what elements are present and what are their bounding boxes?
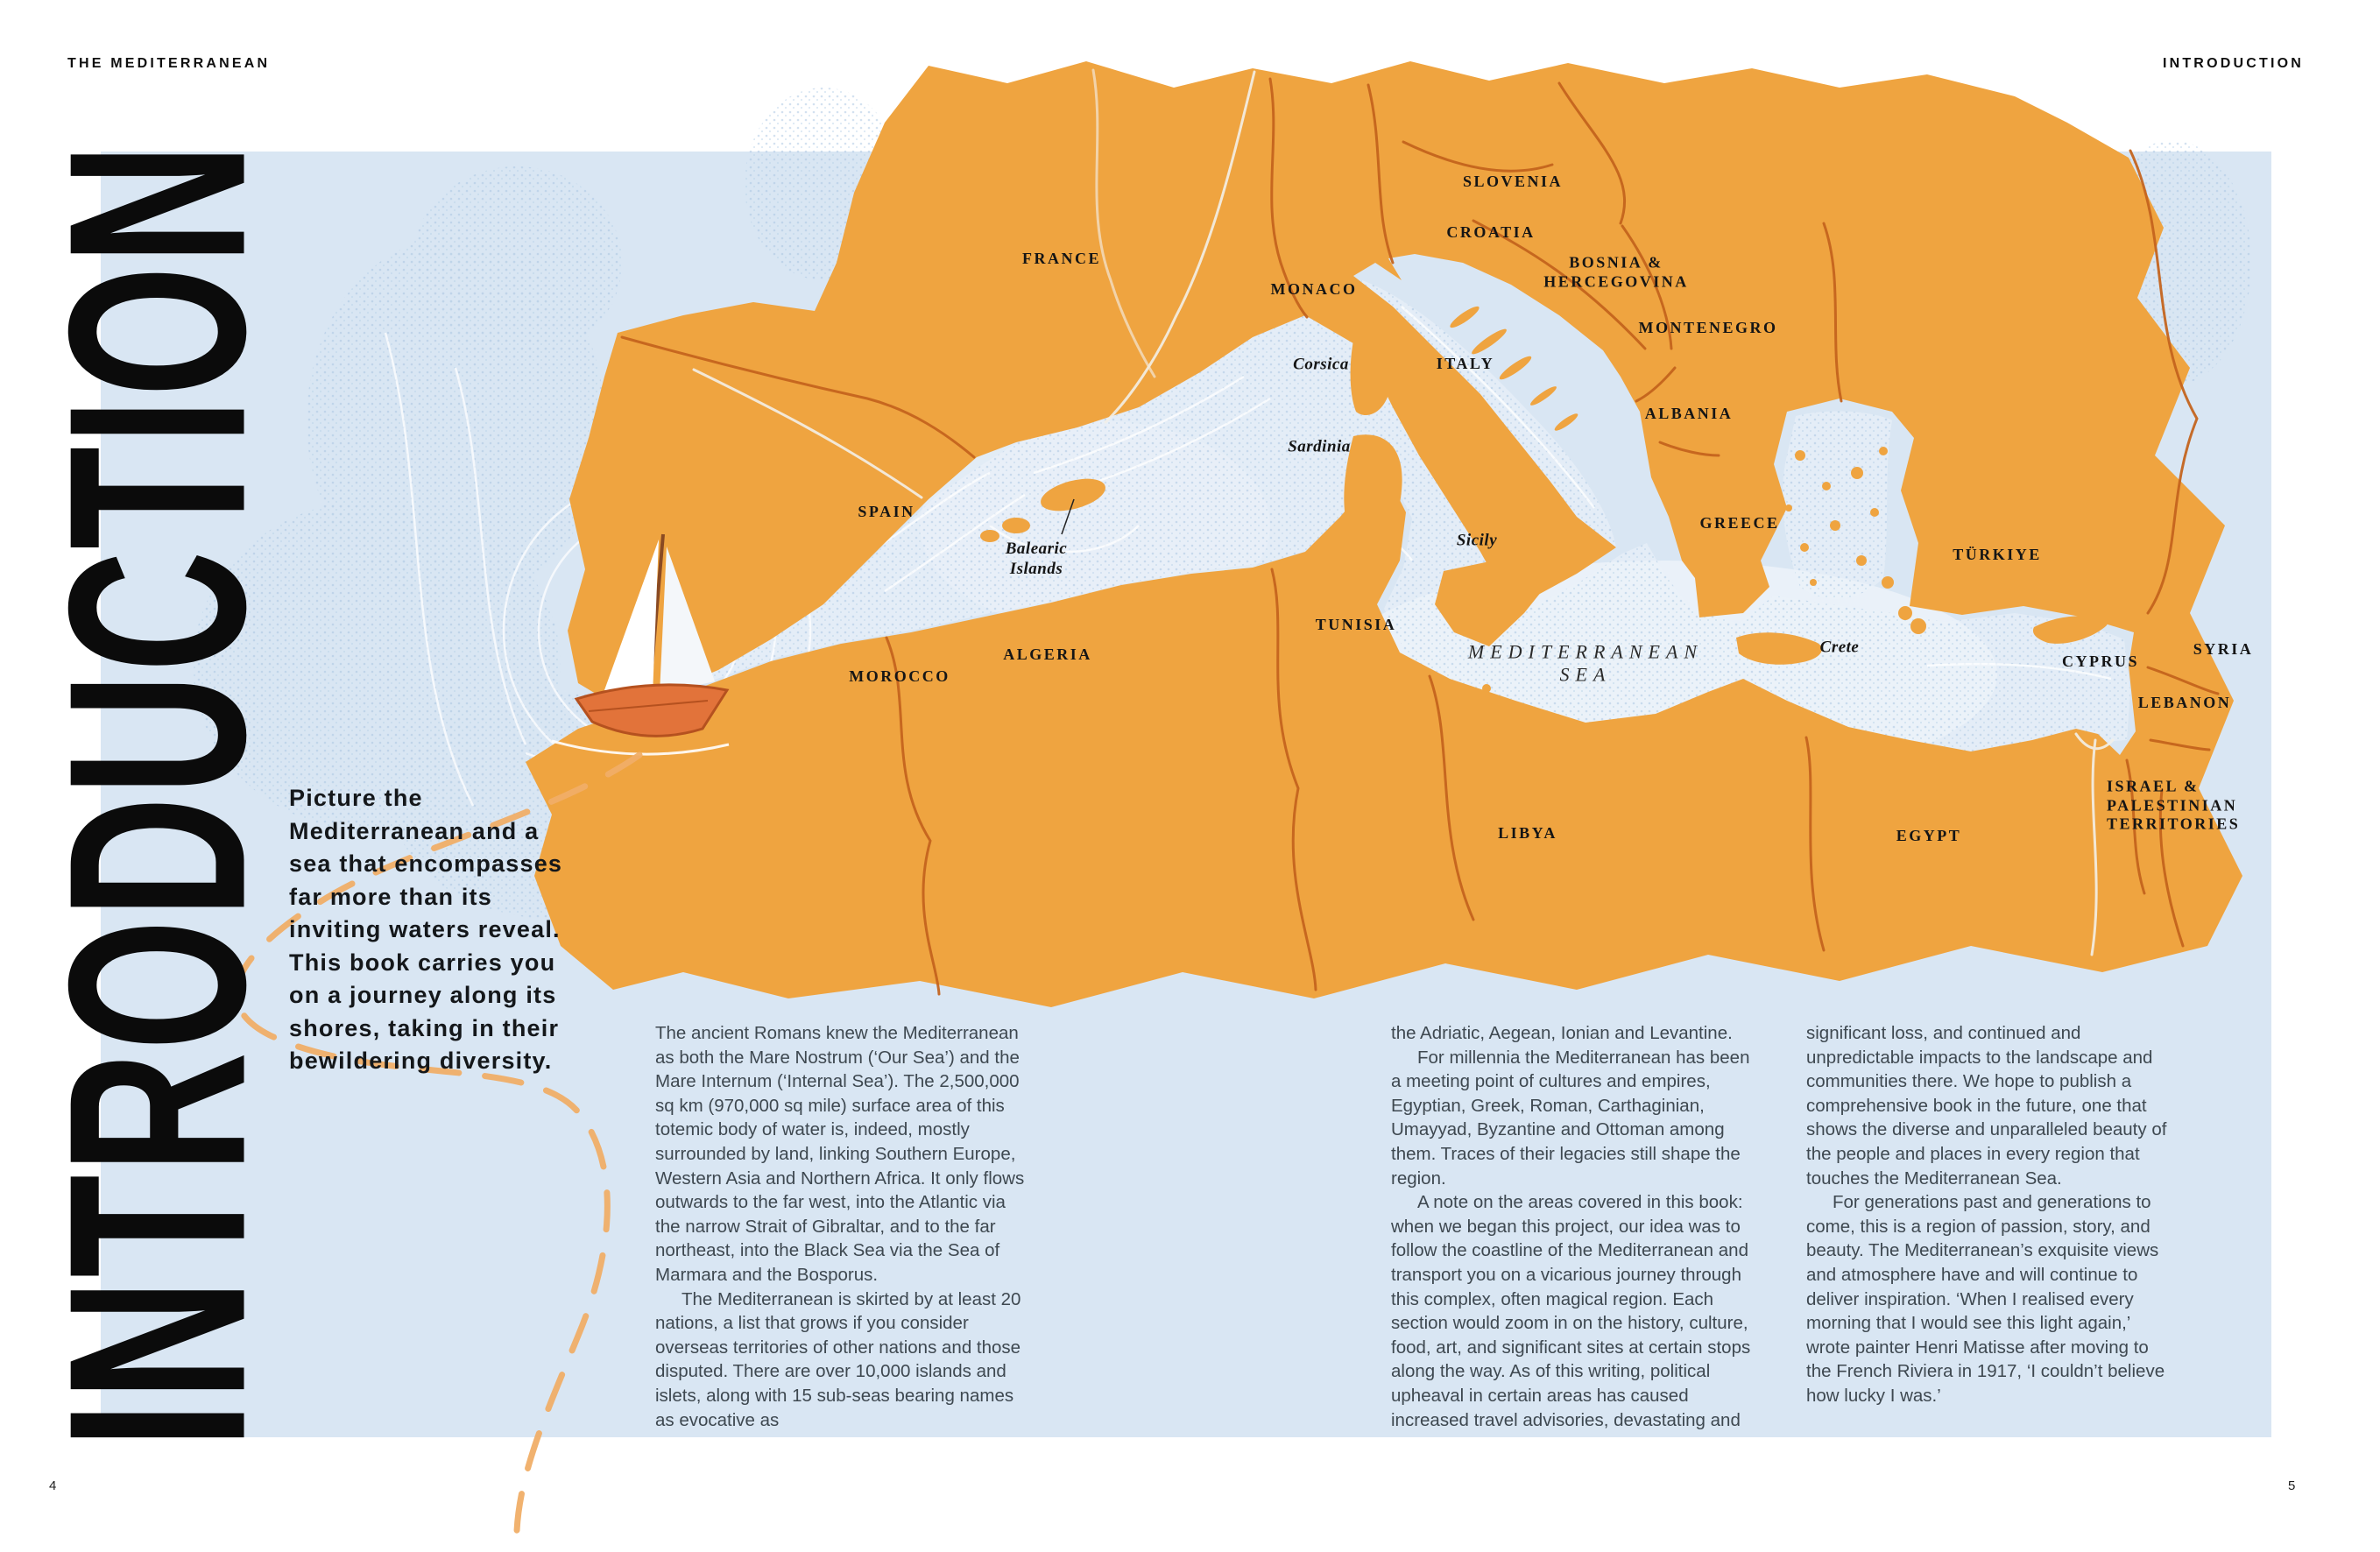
- body-paragraph: For generations past and generations to come, this is a region of passion, story, and beauty. The Mediterranean’s exquisite views and atmosphere have and will continue to deliver inspiration. ‘When I realised every morning that I would see this light again,’ wrote painter Henri Matisse after moving to the French Riviera in 1917, ‘I couldn’t believe how lucky I was.’: [1806, 1192, 2165, 1406]
- body-paragraph: For millennia the Mediterranean has been a meeting point of cultures and empires, Egyptian, Greek, Roman, Carthaginian, Umayyad, Byzantine and Ottoman among them. Traces of their legacies still shape the region.: [1391, 1047, 1750, 1189]
- right-page-number: 5: [2288, 1478, 2296, 1493]
- body-paragraph: The Mediterranean is skirted by at least 20 nations, a list that grows if you consider overseas territories of other nations and those disputed. There are over 10,000 islands and islets, along with 15 sub-seas bearing names as evocative as: [655, 1288, 1021, 1430]
- body-column-3: [1806, 1021, 2178, 1408]
- map-label-sardinia: Sardinia: [1288, 437, 1351, 456]
- map-label-israel: ISRAEL & PALESTINIAN TERRITORIES: [2107, 777, 2241, 833]
- lead-paragraph: Picture the Mediterranean and a sea that encompasses far more than its inviting waters reveal. This book carries you on a journey along its shores, taking in their bewildering diversity.: [289, 785, 563, 1074]
- map-label-montenegro: MONTENEGRO: [1638, 319, 1778, 337]
- map-label-spain: SPAIN: [858, 503, 915, 521]
- map-label-bosnia: BOSNIA & HERCEGOVINA: [1543, 253, 1689, 290]
- map-label-croatia: CROATIA: [1446, 223, 1536, 242]
- body-paragraph: The ancient Romans knew the Mediterranean as both the Mare Nostrum (‘Our Sea’) and the Mare Internum (‘Internal Sea’). The 2,500,000 sq km (970,000 sq mile) surface area of this totemic body of water is, indeed, mostly surrounded by land, linking Southern Europe, Western Asia and Northern Africa. It only flows outwards to the far west, into the Atlantic via the narrow Strait of Gibraltar, and to the far northeast, into the Black Sea via the Sea of Marmara and the Bosporus.: [655, 1023, 1025, 1285]
- body-paragraph: the Adriatic, Aegean, Ionian and Levantine.: [1391, 1023, 1733, 1043]
- map-label-corsica: Corsica: [1293, 355, 1349, 374]
- body-column-1: [655, 1021, 1027, 1432]
- body-paragraph: significant loss, and continued and unpredictable impacts to the landscape and communities there. We hope to publish a comprehensive book in the future, one that shows the diverse and unparalleled beauty of the people and places in every region that touches the Mediterranean Sea.: [1806, 1023, 2167, 1189]
- map-label-libya: LIBYA: [1498, 824, 1557, 843]
- map-label-egypt: EGYPT: [1896, 827, 1962, 845]
- map-label-tunisia: TUNISIA: [1315, 616, 1397, 634]
- body-column-2: [1391, 1021, 1762, 1432]
- map-label-slovenia: SLOVENIA: [1462, 173, 1564, 191]
- map-label-sicily: Sicily: [1456, 531, 1498, 550]
- map-label-monaco: MONACO: [1270, 280, 1358, 299]
- map-label-lebanon: LEBANON: [2137, 694, 2232, 712]
- map-label-france: FRANCE: [1022, 250, 1101, 268]
- map-label-balearic: Balearic Islands: [1005, 540, 1068, 578]
- map-label-greece: GREECE: [1699, 514, 1780, 533]
- map-label-italy: ITALY: [1436, 355, 1495, 373]
- map-label-albania: ALBANIA: [1644, 405, 1734, 423]
- map-label-cyprus: CYPRUS: [2061, 653, 2140, 671]
- map-label-algeria: ALGERIA: [1003, 645, 1092, 664]
- left-running-head: THE MEDITERRANEAN: [67, 56, 271, 71]
- left-page-number: 4: [49, 1478, 57, 1493]
- map-label-morocco: MOROCCO: [849, 667, 950, 686]
- map-label-syria: SYRIA: [2193, 640, 2254, 659]
- map-label-med_sea: MEDITERRANEAN SEA: [1467, 640, 1704, 686]
- body-paragraph: A note on the areas covered in this book: when we began this project, our idea was to follow the coastline of the Mediterranean and transport you on a vicarious journey through this complex, often magical region. Each section would zoom in on the history, culture, food, art, and significant sites at certain stops along the way. As of this writing, political upheaval in certain areas has caused increased travel advisories, devastating and: [1391, 1192, 1751, 1430]
- chapter-title-vertical: INTRODUCTION: [16, 141, 298, 1449]
- map-label-crete: Crete: [1819, 638, 1860, 657]
- map-label-turkiye: TÜRKIYE: [1953, 546, 2042, 564]
- right-running-head: INTRODUCTION: [2162, 56, 2304, 71]
